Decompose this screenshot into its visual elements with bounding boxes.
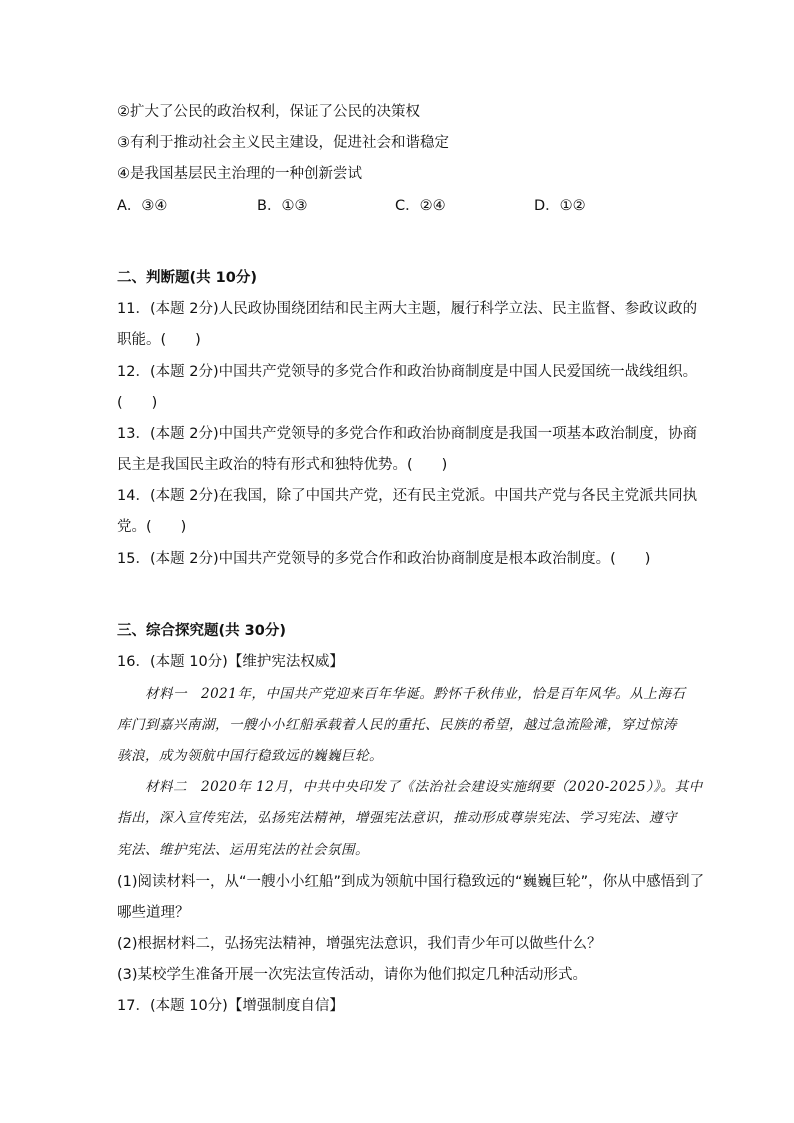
question-14-line-2: 党。( ) bbox=[117, 519, 187, 535]
material-1-line-2: 库门到嘉兴南湖，一艘小小红船承载着人民的重托、民族的希望，越过急流险滩，穿过惊涛 bbox=[117, 717, 677, 733]
question-16-1-line-2: 哪些道理？ bbox=[117, 905, 190, 921]
statement-3: ③有利于推动社会主义民主建设，促进社会和谐稳定 bbox=[117, 135, 449, 151]
question-17-title: 17．(本题 10分)【增强制度自信】 bbox=[117, 998, 344, 1014]
question-16-3: (3)某校学生准备开展一次宪法宣传活动，请你为他们拟定几种活动形式。 bbox=[117, 967, 588, 983]
statement-4: ④是我国基层民主治理的一种创新尝试 bbox=[117, 166, 362, 182]
section-heading-inquiry: 三、综合探究题(共 30分) bbox=[117, 623, 286, 639]
statement-2: ②扩大了公民的政治权利，保证了公民的决策权 bbox=[117, 104, 420, 120]
question-16-title: 16．(本题 10分)【维护宪法权威】 bbox=[117, 654, 344, 670]
section-heading-judgement: 二、判断题(共 10分) bbox=[117, 270, 257, 286]
question-13-line-1: 13．(本题 2分)中国共产党领导的多党合作和政治协商制度是我国一项基本政治制度，协商 bbox=[117, 426, 698, 442]
question-11-line-2: 职能。( ) bbox=[117, 332, 201, 348]
option-a[interactable]: A．③④ bbox=[117, 198, 168, 214]
option-c[interactable]: C．②④ bbox=[395, 198, 446, 214]
question-16-2: (2)根据材料二，弘扬宪法精神，增强宪法意识，我们青少年可以做些什么？ bbox=[117, 936, 602, 952]
material-1-line-3: 骇浪，成为领航中国行稳致远的巍巍巨轮。 bbox=[117, 748, 383, 764]
option-b[interactable]: B．①③ bbox=[257, 198, 308, 214]
question-16-1-line-1: (1)阅读材料一，从“一艘小小红船”到成为领航中国行稳致远的“巍巍巨轮”，你从中感悟到了 bbox=[117, 874, 705, 890]
option-d[interactable]: D．①② bbox=[534, 198, 586, 214]
question-13-line-2: 民主是我国民主政治的特有形式和独特优势。( ) bbox=[117, 457, 448, 473]
question-12-line-2: ( ) bbox=[117, 395, 158, 411]
question-15: 15．(本题 2分)中国共产党领导的多党合作和政治协商制度是根本政治制度。( ) bbox=[117, 551, 651, 567]
material-1-line-1: 材料一 2021年，中国共产党迎来百年华诞。黔怀千秋伟业，恰是百年风华。从上海石 bbox=[145, 686, 686, 702]
material-2-line-3: 宪法、维护宪法、运用宪法的社会氛围。 bbox=[117, 842, 369, 858]
question-14-line-1: 14．(本题 2分)在我国，除了中国共产党，还有民主党派。中国共产党与各民主党派共同执 bbox=[117, 488, 698, 504]
answer-options bbox=[117, 196, 684, 216]
question-11-line-1: 11．(本题 2分)人民政协围绕团结和民主两大主题，履行科学立法、民主监督、参政议政的 bbox=[117, 301, 698, 317]
material-2-line-1: 材料二 2020年 12月，中共中央印发了《法治社会建设实施纲要（2020-2025）》。其中 bbox=[145, 779, 703, 795]
material-2-line-2: 指出，深入宣传宪法，弘扬宪法精神，增强宪法意识，推动形成尊崇宪法、学习宪法、遵守 bbox=[117, 810, 677, 826]
question-12-line-1: 12．(本题 2分)中国共产党领导的多党合作和政治协商制度是中国人民爱国统一战线组织。 bbox=[117, 364, 698, 380]
